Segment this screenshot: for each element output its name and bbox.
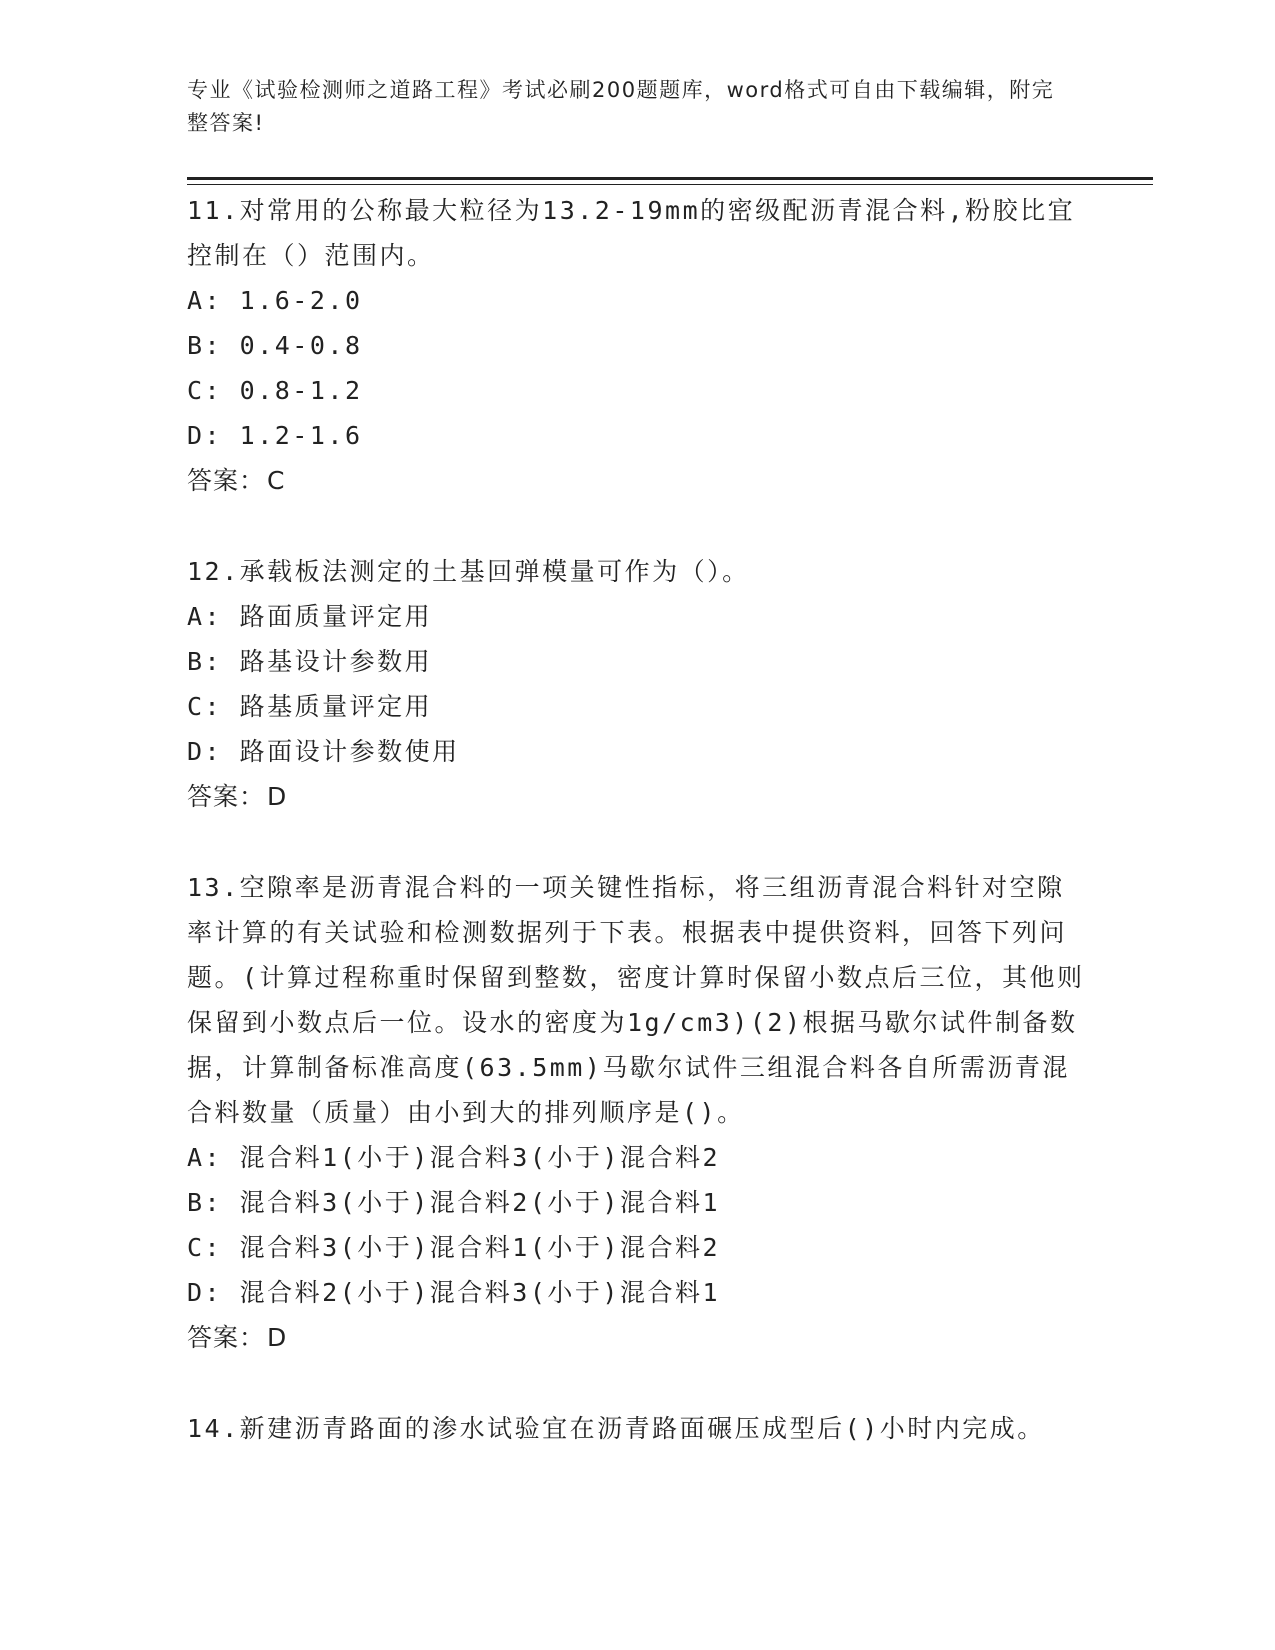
answer-line xyxy=(187,1315,1087,1360)
option-a: A: 混合料1(小于)混合料3(小于)混合料2 xyxy=(187,1143,721,1172)
question-list xyxy=(187,188,1087,1451)
question-14 xyxy=(187,1406,1087,1451)
answer-label: 答案： xyxy=(187,782,266,811)
option-d: D: 混合料2(小于)混合料3(小于)混合料1 xyxy=(187,1278,721,1307)
question-11 xyxy=(187,188,1087,503)
header-rule-thick xyxy=(187,177,1153,180)
header-rule-thin xyxy=(187,184,1153,185)
option-d: D: 1.2-1.6 xyxy=(187,421,363,450)
question-12 xyxy=(187,549,1087,819)
question-stem: 14.新建沥青路面的渗水试验宜在沥青路面碾压成型后()小时内完成。 xyxy=(187,1414,1045,1443)
option-a: A: 1.6-2.0 xyxy=(187,286,363,315)
answer-value: D xyxy=(267,1323,288,1352)
option-a: A: 路面质量评定用 xyxy=(187,602,433,631)
question-stem: 13.空隙率是沥青混合料的一项关键性指标，将三组沥青混合料针对空隙率计算的有关试验和检测数据列于下表。根据表中提供资料，回答下列问题。(计算过程称重时保留到整数，密度计算时保留小数点后三位，其他则保留到小数点后一位。设水的密度为1g/cm3)(2)根据马歇尔试件制备数据，计算制备标准高度(63.5mm)马歇尔试件三组混合料各自所需沥青混合料数量（质量）由小到大的排列顺序是()。 xyxy=(187,873,1085,1127)
option-b: B: 路基设计参数用 xyxy=(187,647,433,676)
answer-value: D xyxy=(267,782,288,811)
question-stem: 12.承载板法测定的土基回弹模量可作为（）。 xyxy=(187,557,750,586)
option-c: C: 0.8-1.2 xyxy=(187,376,363,405)
question-stem: 11.对常用的公称最大粒径为13.2-19mm的密级配沥青混合料,粉胶比宜控制在（）范围内。 xyxy=(187,196,1076,270)
option-c: C: 混合料3(小于)混合料1(小于)混合料2 xyxy=(187,1233,721,1262)
page-header-text: 专业《试验检测师之道路工程》考试必刷200题题库，word格式可自由下载编辑，附完整答案! xyxy=(187,78,1055,135)
answer-line xyxy=(187,458,1087,503)
answer-label: 答案： xyxy=(187,466,266,495)
option-d: D: 路面设计参数使用 xyxy=(187,737,460,766)
answer-label: 答案： xyxy=(187,1323,266,1352)
answer-line xyxy=(187,774,1087,819)
option-b: B: 0.4-0.8 xyxy=(187,331,363,360)
option-c: C: 路基质量评定用 xyxy=(187,692,433,721)
question-13 xyxy=(187,865,1087,1360)
option-b: B: 混合料3(小于)混合料2(小于)混合料1 xyxy=(187,1188,721,1217)
answer-value: C xyxy=(267,466,286,495)
